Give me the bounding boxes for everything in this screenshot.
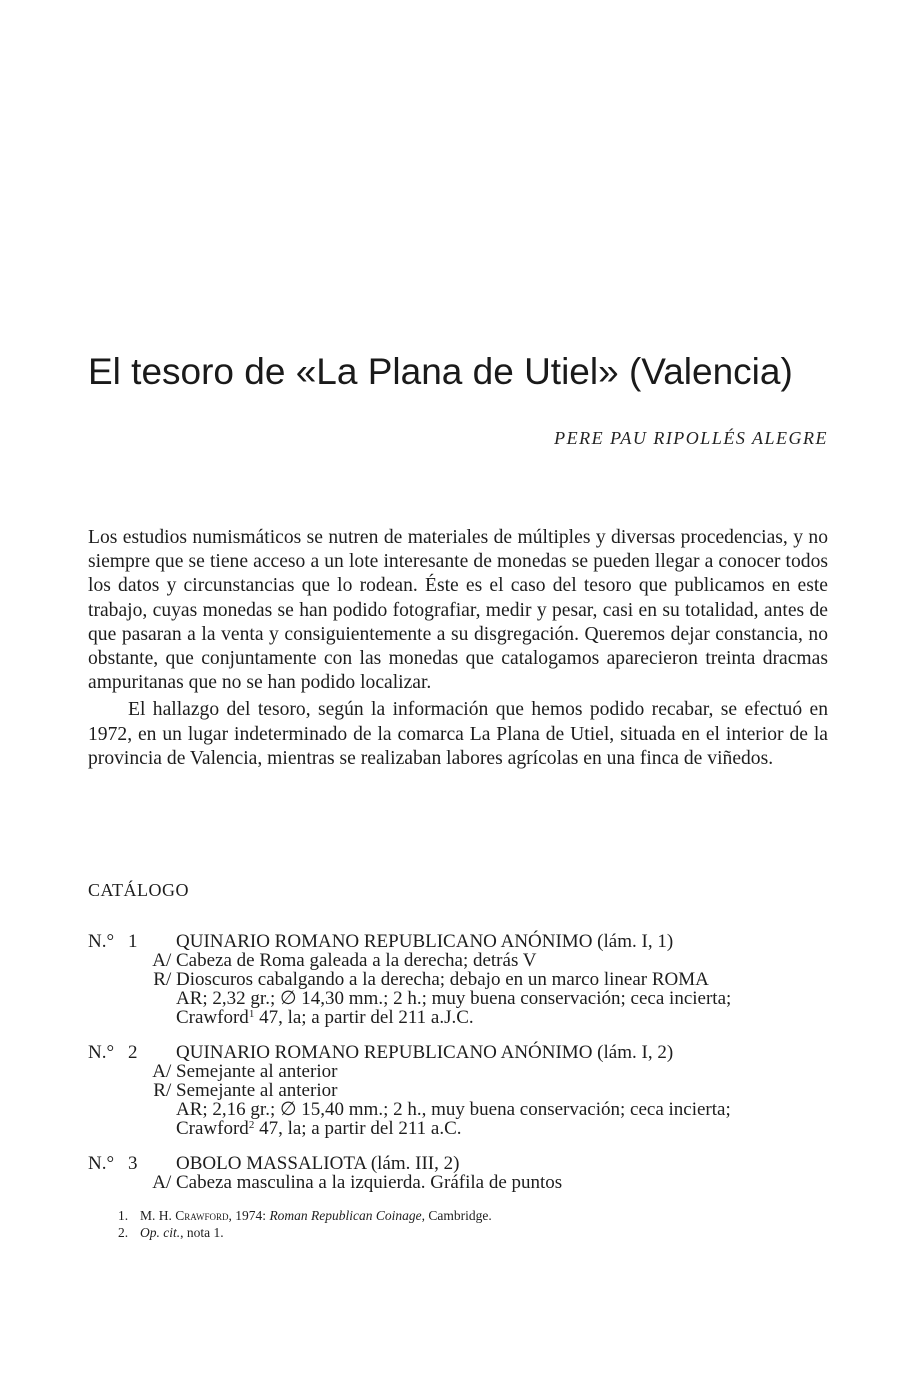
entry-number-label: N.°	[88, 1042, 115, 1063]
entry-reverse-line	[88, 970, 838, 989]
footnote-number: 2.	[118, 1225, 129, 1240]
entry-details-line	[88, 989, 838, 1008]
body-paragraph: Los estudios numismáticos se nutren de materiales de múltiples y diversas procedencias, y no siempre que se tiene acceso a un lote interesante de monedas se pueden llegar a conocer todos los datos y circunstancias que lo rodean. Éste es el caso del tesoro que publicamos en este trabajo, cuyas monedas se han podido fotografiar, medir y pesar, casi en su totalidad, antes de que pasaran a la venta y consiguientemente a su disgregación. Queremos dejar constancia, no obstante, que conjuntamente con las monedas que catalogamos aparecieron treinta dracmas ampuritanas que no se han podido localizar.	[88, 527, 828, 694]
reverse-label: R/	[153, 1080, 172, 1101]
entry-details: AR; 2,16 gr.; ∅ 15,40 mm.; 2 h., muy buena conservación; ceca incierta;	[176, 1099, 731, 1120]
entry-title: OBOLO MASSALIOTA (lám. III, 2)	[176, 1153, 460, 1174]
obverse-label: A/	[152, 1061, 172, 1082]
entry-reference: Crawford$^2$ 47, la; a partir del 211 a.C.	[176, 1118, 462, 1139]
entry-number: 2	[128, 1042, 138, 1063]
catalog-entry	[88, 1154, 838, 1192]
entry-title-line	[88, 932, 838, 951]
entry-reverse-line	[88, 1081, 838, 1100]
section-heading: CATÁLOGO	[88, 880, 189, 900]
entry-number-label: N.°	[88, 931, 115, 952]
entry-details: AR; 2,32 gr.; ∅ 14,30 mm.; 2 h.; muy buena conservación; ceca incierta;	[176, 988, 732, 1009]
entry-title: QUINARIO ROMANO REPUBLICANO ANÓNIMO (lám. I, 1)	[176, 931, 674, 952]
entry-reference-line	[88, 1119, 838, 1138]
reverse-label: R/	[153, 969, 172, 990]
entry-obverse-line	[88, 1062, 838, 1081]
reverse-description: Semejante al anterior	[176, 1080, 338, 1101]
footnotes	[118, 1207, 492, 1241]
obverse-description: Cabeza de Roma galeada a la derecha; detrás V	[176, 950, 537, 971]
entry-reference-line	[88, 1008, 838, 1027]
catalog-entry	[88, 1043, 838, 1138]
footnote-ref[interactable]: 1	[248, 1008, 255, 1020]
entry-obverse-line	[88, 951, 838, 970]
obverse-description: Semejante al anterior	[176, 1061, 338, 1082]
reverse-description: Dioscuros cabalgando a la derecha; debajo en un marco linear ROMA	[176, 969, 709, 990]
entry-number-label: N.°	[88, 1153, 115, 1174]
entry-title: QUINARIO ROMANO REPUBLICANO ANÓNIMO (lám. I, 2)	[176, 1042, 674, 1063]
footnote	[118, 1207, 492, 1224]
entry-title-line	[88, 1154, 838, 1173]
article-title: El tesoro de «La Plana de Utiel» (Valencia)	[88, 351, 793, 392]
catalog-list	[88, 932, 838, 1208]
entry-number: 3	[128, 1153, 138, 1174]
footnote-text: Op. cit., nota 1.	[140, 1225, 224, 1240]
footnote-text: M. H. Crawford, 1974: Roman Republican Coinage, Cambridge.	[140, 1208, 492, 1223]
article-author: PERE PAU RIPOLLÉS ALEGRE	[554, 428, 828, 448]
obverse-label: A/	[152, 950, 172, 971]
catalog-entry	[88, 932, 838, 1027]
entry-details-line	[88, 1100, 838, 1119]
entry-reference: Crawford$^1$ 47, la; a partir del 211 a.J.C.	[176, 1007, 474, 1028]
entry-obverse-line	[88, 1173, 838, 1192]
footnote	[118, 1224, 492, 1241]
body-paragraph: El hallazgo del tesoro, según la información que hemos podido recabar, se efectuó en 1972, en un lugar indeterminado de la comarca La Plana de Utiel, situada en el interior de la provincia de Valencia, mientras se realizaban labores agrícolas en una finca de viñedos.	[88, 699, 828, 769]
footnote-number: 1.	[118, 1208, 129, 1223]
entry-number: 1	[128, 931, 138, 952]
entry-title-line	[88, 1043, 838, 1062]
obverse-label: A/	[152, 1172, 172, 1193]
article-body	[88, 526, 828, 771]
footnote-ref[interactable]: 2	[248, 1119, 255, 1131]
obverse-description: Cabeza masculina a la izquierda. Gráfila de puntos	[176, 1172, 563, 1193]
